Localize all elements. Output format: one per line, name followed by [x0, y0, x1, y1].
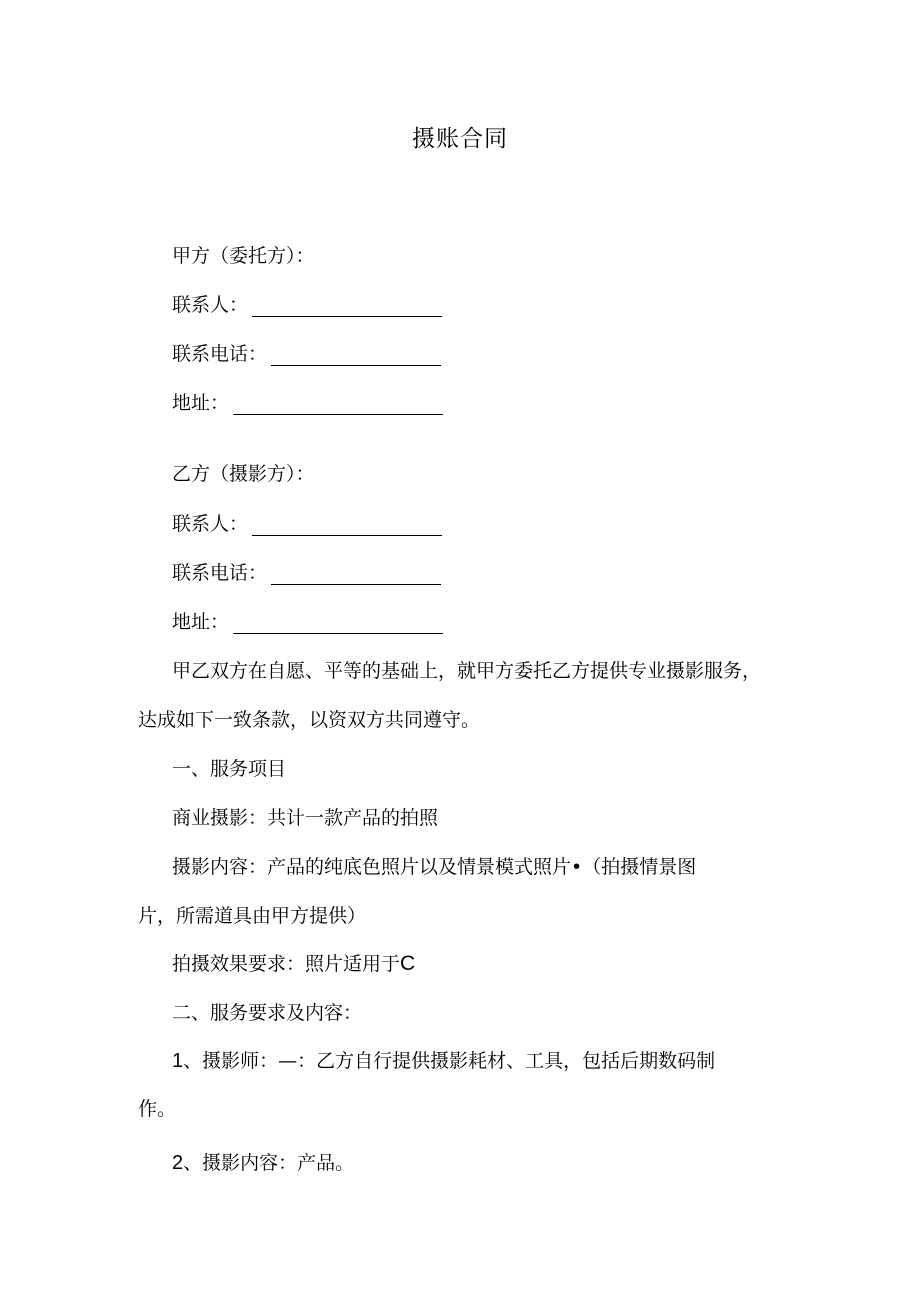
- intro-paragraph-line2: 达成如下一致条款，以资双方共同遵守。: [138, 709, 481, 731]
- party-b-phone-blank: [271, 566, 441, 585]
- party-a-heading: 甲方（委托方）：: [172, 245, 315, 267]
- section2-item1-number: 1: [172, 1050, 184, 1072]
- party-a-phone-row: [172, 342, 441, 366]
- party-b-phone-label: 联系电话：: [172, 562, 268, 584]
- party-b-address-label: 地址：: [172, 611, 230, 633]
- section1-commercial-item: 商业摄影：共计一款产品的拍照: [172, 807, 439, 829]
- section1-effect-text: 拍摄效果要求：照片适用于: [172, 953, 401, 975]
- party-a-address-row: [172, 391, 443, 415]
- party-b-address-blank: [233, 615, 443, 634]
- party-b-address-row: [172, 610, 443, 634]
- party-a-contact-label: 联系人：: [172, 294, 249, 316]
- party-a-address-label: 地址：: [172, 392, 230, 414]
- document-title: 摄账合同: [412, 126, 508, 152]
- party-b-contact-blank: [252, 517, 442, 536]
- party-a-contact-row: [172, 293, 442, 317]
- section2-item1-line1: 、摄影师：—：乙方自行提供摄影耗材、工具，包括后期数码制: [183, 1050, 716, 1072]
- party-a-address-blank: [233, 396, 443, 415]
- section2-item2-row: [172, 1151, 354, 1175]
- party-b-contact-row: [172, 512, 442, 536]
- section1-effect-letter: C: [400, 952, 416, 975]
- section2-item2-number: 2: [172, 1152, 184, 1174]
- section1-heading: 一、服务项目: [172, 758, 287, 780]
- intro-paragraph-line1: 甲乙双方在自愿、平等的基础上，就甲方委托乙方提供专业摄影服务，: [172, 660, 762, 682]
- party-b-phone-row: [172, 561, 441, 585]
- party-a-phone-blank: [271, 347, 441, 366]
- section2-item1-line1-row: [172, 1049, 715, 1073]
- section1-content-line2: 片，所需道具由甲方提供）: [138, 905, 367, 927]
- party-b-heading: 乙方（摄影方）：: [172, 463, 315, 485]
- section1-effect-row: [172, 952, 415, 976]
- party-a-contact-blank: [252, 298, 442, 317]
- party-b-contact-label: 联系人：: [172, 513, 249, 535]
- section2-heading: 二、服务要求及内容：: [172, 1002, 363, 1024]
- section2-item2-text: 、摄影内容：产品。: [183, 1152, 355, 1174]
- party-a-phone-label: 联系电话：: [172, 343, 268, 365]
- section2-item1-line2: 作。: [138, 1098, 177, 1120]
- section1-content-line1: 摄影内容：产品的纯底色照片以及情景模式照片•（拍摄情景图: [172, 856, 697, 878]
